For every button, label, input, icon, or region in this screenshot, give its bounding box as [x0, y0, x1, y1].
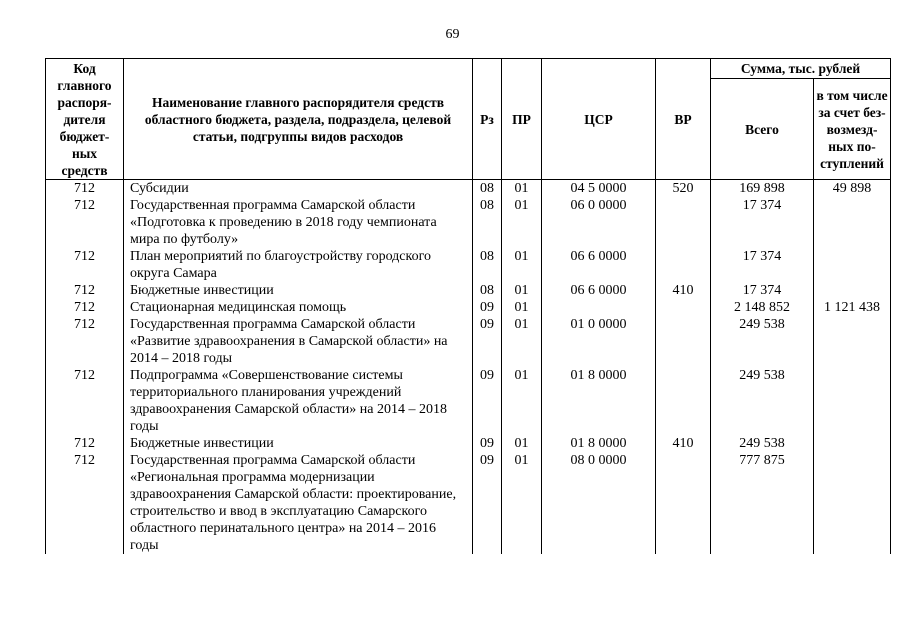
cell-incl: [814, 197, 891, 248]
header-incl: в том числе за счет без-возмезд-ных по-ступлений: [814, 79, 891, 180]
cell-pr: 01: [502, 316, 542, 367]
table-row: [46, 299, 891, 316]
cell-name: Государственная программа Самарской области «Подготовка к проведению в 2018 году чемпионата мира по футболу»: [124, 197, 473, 248]
cell-name: Стационарная медицинская помощь: [124, 299, 473, 316]
table-row: [46, 452, 891, 554]
header-pr: ПР: [502, 59, 542, 180]
cell-code: 712: [46, 452, 124, 554]
cell-pr: 01: [502, 180, 542, 198]
cell-rz: 09: [473, 316, 502, 367]
cell-vr: [656, 452, 711, 554]
cell-rz: 09: [473, 452, 502, 554]
cell-incl: [814, 248, 891, 282]
cell-csr: 08 0 0000: [542, 452, 656, 554]
cell-code: 712: [46, 367, 124, 435]
cell-rz: 08: [473, 282, 502, 299]
table-header: [46, 59, 891, 180]
cell-incl: [814, 367, 891, 435]
table-row: [46, 248, 891, 282]
header-vr: ВР: [656, 59, 711, 180]
header-code: Код главного распоря-дителя бюджет-ных средств: [46, 59, 124, 180]
cell-vr: 410: [656, 435, 711, 452]
cell-vr: [656, 299, 711, 316]
cell-code: 712: [46, 180, 124, 198]
cell-code: 712: [46, 282, 124, 299]
cell-vr: [656, 197, 711, 248]
header-name: Наименование главного распорядителя средств областного бюджета, раздела, подраздела, целевой статьи, подгруппы видов расходов: [124, 59, 473, 180]
cell-code: 712: [46, 316, 124, 367]
cell-incl: [814, 316, 891, 367]
cell-csr: 06 6 0000: [542, 282, 656, 299]
table-row: [46, 197, 891, 248]
table-row: [46, 282, 891, 299]
cell-code: 712: [46, 248, 124, 282]
cell-code: 712: [46, 299, 124, 316]
cell-name: План мероприятий по благоустройству городского округа Самара: [124, 248, 473, 282]
cell-csr: 01 8 0000: [542, 435, 656, 452]
cell-name: Бюджетные инвестиции: [124, 282, 473, 299]
cell-code: 712: [46, 435, 124, 452]
cell-rz: 08: [473, 248, 502, 282]
cell-vr: 520: [656, 180, 711, 198]
cell-csr: 06 6 0000: [542, 248, 656, 282]
cell-csr: 06 0 0000: [542, 197, 656, 248]
cell-pr: 01: [502, 248, 542, 282]
cell-vr: [656, 248, 711, 282]
cell-incl: [814, 282, 891, 299]
cell-rz: 09: [473, 367, 502, 435]
table-row: [46, 316, 891, 367]
header-sum-group: Сумма, тыс. рублей: [711, 59, 891, 79]
cell-name: Подпрограмма «Совершенствование системы территориального планирования учреждений здравоохранения Самарской области» на 2014 – 2018 годы: [124, 367, 473, 435]
cell-vr: 410: [656, 282, 711, 299]
budget-table: [45, 58, 891, 554]
cell-name: Субсидии: [124, 180, 473, 198]
cell-name: Государственная программа Самарской области «Развитие здравоохранения в Самарской области» на 2014 – 2018 годы: [124, 316, 473, 367]
cell-total: 249 538: [711, 435, 814, 452]
cell-total: 17 374: [711, 248, 814, 282]
table-row: [46, 180, 891, 198]
page-number: 69: [445, 27, 460, 42]
cell-pr: 01: [502, 197, 542, 248]
cell-vr: [656, 367, 711, 435]
cell-incl: [814, 435, 891, 452]
cell-pr: 01: [502, 452, 542, 554]
cell-pr: 01: [502, 282, 542, 299]
cell-incl: [814, 452, 891, 554]
table-row: [46, 435, 891, 452]
header-total: Всего: [711, 79, 814, 180]
cell-total: 249 538: [711, 316, 814, 367]
cell-total: 249 538: [711, 367, 814, 435]
cell-pr: 01: [502, 299, 542, 316]
cell-csr: 01 8 0000: [542, 367, 656, 435]
cell-total: 169 898: [711, 180, 814, 198]
cell-csr: [542, 299, 656, 316]
cell-rz: 09: [473, 299, 502, 316]
cell-code: 712: [46, 197, 124, 248]
cell-rz: 08: [473, 197, 502, 248]
table-body: [46, 180, 891, 555]
cell-total: 17 374: [711, 282, 814, 299]
cell-total: 2 148 852: [711, 299, 814, 316]
cell-incl: 1 121 438: [814, 299, 891, 316]
cell-name: Бюджетные инвестиции: [124, 435, 473, 452]
cell-rz: 09: [473, 435, 502, 452]
cell-total: 777 875: [711, 452, 814, 554]
cell-vr: [656, 316, 711, 367]
cell-pr: 01: [502, 435, 542, 452]
cell-csr: 04 5 0000: [542, 180, 656, 198]
cell-rz: 08: [473, 180, 502, 198]
cell-incl: 49 898: [814, 180, 891, 198]
cell-name: Государственная программа Самарской области «Региональная программа модернизации здравоохранения Самарской области: проектирование, строительство и ввод в эксплуатацию Самарского областного перинатального центра» на 2014 – 2016 годы: [124, 452, 473, 554]
table-row: [46, 367, 891, 435]
header-rz: Рз: [473, 59, 502, 180]
header-csr: ЦСР: [542, 59, 656, 180]
cell-total: 17 374: [711, 197, 814, 248]
cell-csr: 01 0 0000: [542, 316, 656, 367]
cell-pr: 01: [502, 367, 542, 435]
